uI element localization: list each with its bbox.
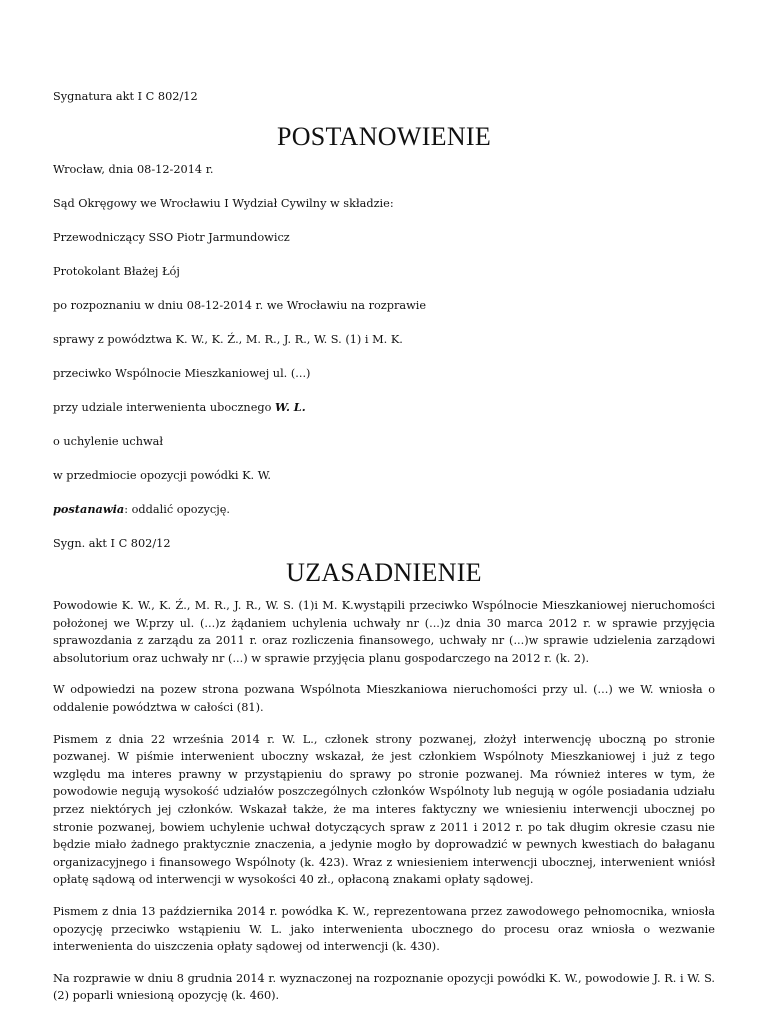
justification-paragraph: W odpowiedzi na pozew strona pozwana Wspólnota Mieszkaniowa nieruchomości przy ul. (...) we W. wniosła o oddalenie powództwa w całości (81). bbox=[53, 683, 715, 714]
case-signature: Sygnatura akt I C 802/12 bbox=[53, 90, 198, 103]
decision bbox=[53, 501, 715, 518]
justification-paragraph: Powodowie K. W., K. Ź., M. R., J. R., W. S. (1)i M. K.wystąpili przeciwko Wspólnocie Mieszkaniowej nieruchomości położonej we W.przy ul. (...)z żądaniem uchylenia uchwały nr (...)z dnia 30 marca 2012 r. w sprawie przyjęcia sprawozdania z zarządu za 2011 r. oraz rozliczenia finansowego, uchwały nr (...)w sprawie udzielenia zarządowi absolutorium oraz uchwały nr (...) w sprawie przyjęcia planu gospodarczego na 2012 r. (k. 2). bbox=[53, 599, 715, 665]
justification-paragraph: Pismem z dnia 13 października 2014 r. powódka K. W., reprezentowana przez zawodowego pełnomocnika, wniosła opozycję przeciwko wstąpieniu W. L. jako interwenienta ubocznego do procesu oraz wniosła o wezwanie interwenienta do uiszczenia opłaty sądowej od interwencji (k. 430). bbox=[53, 904, 715, 954]
place-date: Wrocław, dnia 08-12-2014 r. bbox=[53, 163, 214, 176]
case-parties: sprawy z powództwa K. W., K. Ź., M. R., J. R., W. S. (1) i M. K. bbox=[53, 333, 403, 346]
document-title: POSTANOWIENIE bbox=[276, 122, 492, 151]
case-subject: o uchylenie uchwał bbox=[53, 435, 164, 448]
case-signature-short: Sygn. akt I C 802/12 bbox=[53, 537, 171, 550]
court-name: Sąd Okręgowy we Wrocławiu I Wydział Cywilny w składzie: bbox=[53, 197, 394, 210]
justification-title: UZASADNIENIE bbox=[286, 558, 482, 587]
intervener-prefix: przy udziale interwenienta ubocznego bbox=[53, 401, 276, 414]
decision-text: : oddalić opozycję. bbox=[124, 503, 231, 516]
decision-word: postanawia bbox=[53, 502, 125, 516]
clerk: Protokolant Błażej Łój bbox=[53, 265, 180, 278]
hearing-info: po rozpoznaniu w dniu 08-12-2014 r. we Wrocławiu na rozprawie bbox=[53, 299, 427, 312]
defendant: przeciwko Wspólnocie Mieszkaniowej ul. (...) bbox=[53, 367, 311, 380]
case-matter: w przedmiocie opozycji powódki K. W. bbox=[53, 469, 271, 482]
document-page bbox=[53, 88, 715, 1019]
intervener bbox=[53, 399, 715, 416]
justification-paragraph: Pismem z dnia 22 września 2014 r. W. L., członek strony pozwanej, złożył interwencję uboczną po stronie pozwanej. W piśmie interwenient uboczny wskazał, że jest członkiem Wspólnoty Mieszkaniowej i już z tego względu ma interes prawny w przystąpieniu do sprawy po stronie pozwanej. Ma również interes w tym, że powodowie negują wysokość udziałów poszczególnych członków Wspólnoty lub negują w ogóle posiadania udziału przez niektórych jej członków. Wskazał także, że ma interes faktyczny we wniesieniu interwencji ubocznej po stronie pozwanej, bowiem uchylenie uchwał dotyczących spraw z 2011 i 2012 r. po tak długim okresie czasu nie będzie miało żadnego praktycznie znaczenia, a jedynie mogło by doprowadzić w pewnych kwestiach do bałaganu organizacyjnego i finansowego Wspólnoty (k. 423). Wraz z wniesieniem interwencji ubocznej, interwenient wniósł opłatę sądową od interwencji w wysokości 40 zł., opłaconą znakami opłaty sądowej. bbox=[53, 732, 715, 887]
justification-paragraph: Na rozprawie w dniu 8 grudnia 2014 r. wyznaczonej na rozpoznanie opozycji powódki K. W., powodowie J. R. i W. S. (2) poparli wniesioną opozycję (k. 460). bbox=[53, 971, 715, 1003]
chairman: Przewodniczący SSO Piotr Jarmundowicz bbox=[53, 231, 290, 244]
intervener-name: W. L. bbox=[275, 400, 306, 414]
